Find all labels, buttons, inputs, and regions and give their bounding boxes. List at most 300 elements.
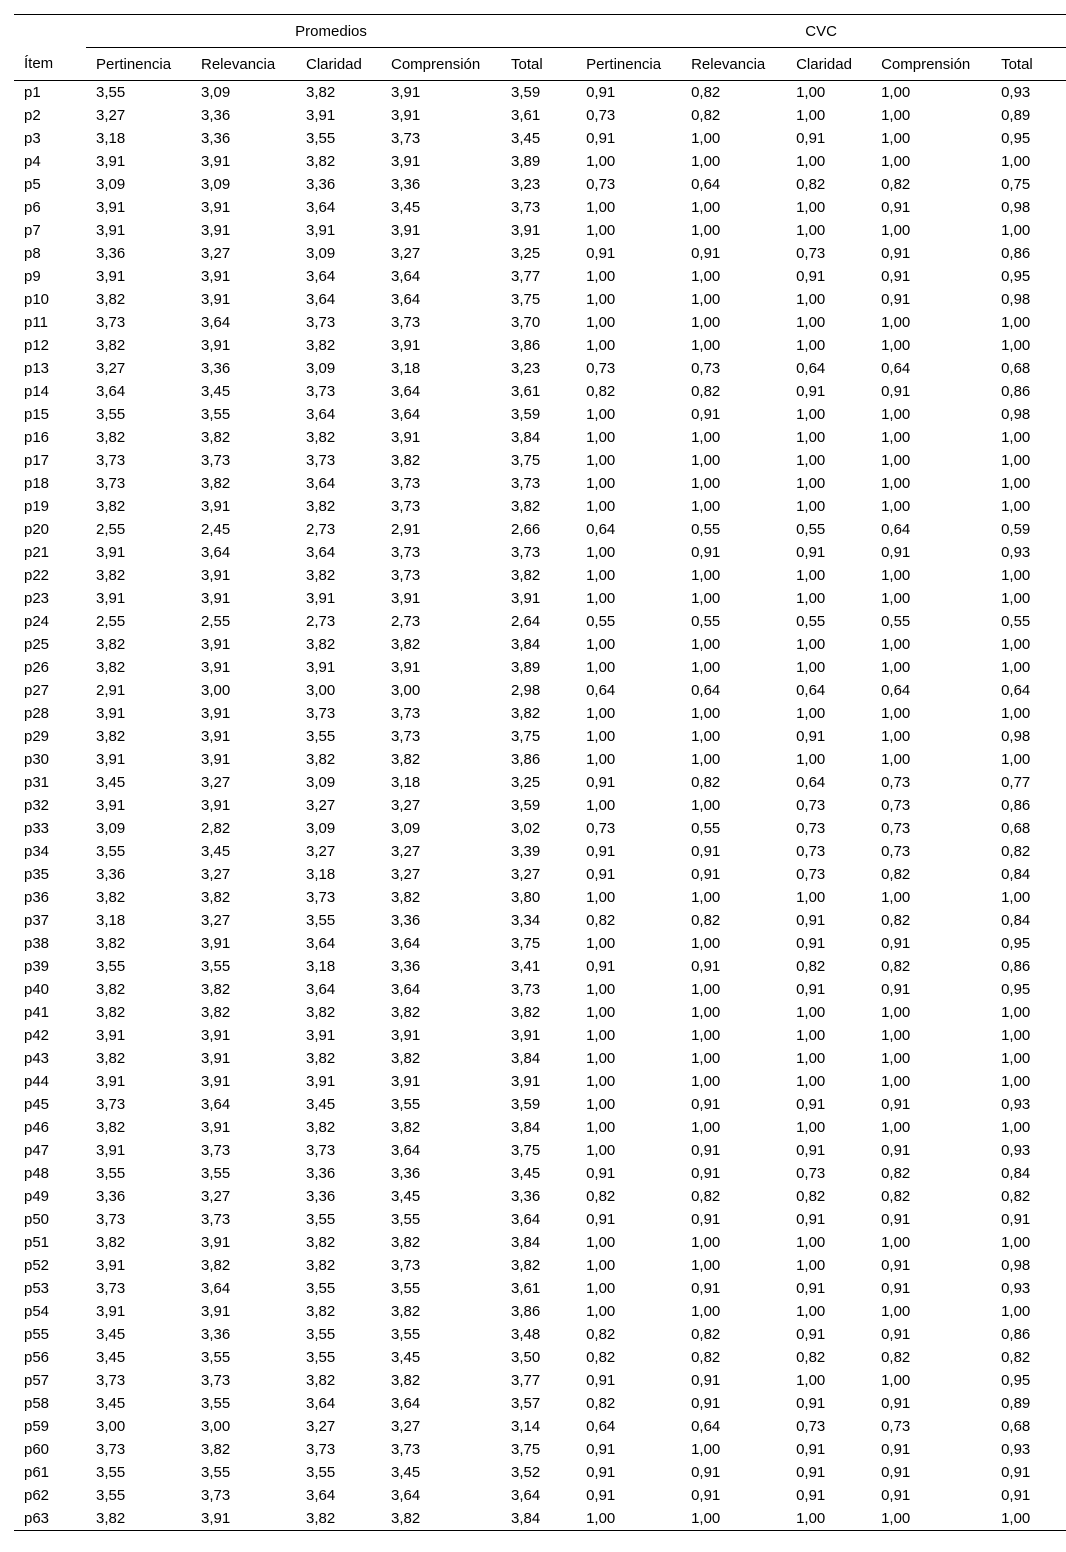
cvc-pertinencia-cell: 0,91 bbox=[586, 866, 616, 883]
cvc-pertinencia-cell: 1,00 bbox=[586, 728, 616, 745]
cvc-total-cell: 0,93 bbox=[1001, 544, 1031, 561]
promedios-comprension-cell: 3,45 bbox=[391, 1349, 421, 1366]
cvc-pertinencia-cell: 1,00 bbox=[586, 1234, 616, 1251]
cvc-claridad-cell: 0,73 bbox=[796, 866, 826, 883]
cvc-pertinencia-cell: 0,82 bbox=[586, 1349, 616, 1366]
cvc-total-cell: 1,00 bbox=[1001, 1073, 1031, 1090]
promedios-pertinencia-cell: 3,73 bbox=[96, 1096, 126, 1113]
cvc-relevancia-cell: 1,00 bbox=[691, 153, 721, 170]
cvc-relevancia-cell: 1,00 bbox=[691, 705, 721, 722]
cvc-total-cell: 0,95 bbox=[1001, 130, 1031, 147]
promedios-relevancia-cell: 3,09 bbox=[201, 176, 231, 193]
results-table bbox=[14, 14, 1066, 1531]
promedios-claridad-cell: 3,73 bbox=[306, 314, 336, 331]
cvc-claridad-cell: 0,91 bbox=[796, 1487, 826, 1504]
promedios-total-cell: 3,41 bbox=[511, 958, 541, 975]
cvc-claridad-cell: 0,73 bbox=[796, 797, 826, 814]
table-row bbox=[14, 541, 1066, 564]
cvc-relevancia-cell: 0,55 bbox=[691, 613, 721, 630]
table-row bbox=[14, 748, 1066, 771]
table-row bbox=[14, 817, 1066, 840]
item-cell: p41 bbox=[24, 1004, 50, 1021]
promedios-relevancia-cell: 3,91 bbox=[201, 1303, 231, 1320]
cvc-pertinencia-cell: 0,73 bbox=[586, 360, 616, 377]
promedios-comprension-cell: 3,27 bbox=[391, 866, 421, 883]
item-cell: p1 bbox=[24, 84, 41, 101]
promedios-relevancia-cell: 3,55 bbox=[201, 1165, 231, 1182]
cvc-claridad-cell: 0,73 bbox=[796, 1418, 826, 1435]
promedios-comprension-cell: 3,73 bbox=[391, 1441, 421, 1458]
cvc-total-cell: 1,00 bbox=[1001, 337, 1031, 354]
promedios-comprension-cell: 3,73 bbox=[391, 498, 421, 515]
cvc-pertinencia-cell: 1,00 bbox=[586, 1257, 616, 1274]
item-cell: p20 bbox=[24, 521, 50, 538]
promedios-comprension-cell: 3,45 bbox=[391, 1188, 421, 1205]
cvc-pertinencia-cell: 1,00 bbox=[586, 1119, 616, 1136]
cvc-total-cell: 0,86 bbox=[1001, 383, 1031, 400]
table-row bbox=[14, 1392, 1066, 1415]
promedios-claridad-cell: 3,91 bbox=[306, 1073, 336, 1090]
cvc-total-cell: 0,77 bbox=[1001, 774, 1031, 791]
item-cell: p43 bbox=[24, 1050, 50, 1067]
promedios-claridad-cell: 3,55 bbox=[306, 912, 336, 929]
promedios-claridad-cell: 3,64 bbox=[306, 268, 336, 285]
cvc-relevancia-cell: 1,00 bbox=[691, 314, 721, 331]
promedios-total-cell: 3,59 bbox=[511, 1096, 541, 1113]
cvc-total-cell: 0,95 bbox=[1001, 935, 1031, 952]
cvc-total-cell: 1,00 bbox=[1001, 636, 1031, 653]
promedios-claridad-cell: 3,82 bbox=[306, 636, 336, 653]
promedios-total-cell: 3,84 bbox=[511, 636, 541, 653]
promedios-comprension-cell: 3,91 bbox=[391, 659, 421, 676]
promedios-pertinencia-cell: 3,82 bbox=[96, 498, 126, 515]
item-cell: p26 bbox=[24, 659, 50, 676]
cvc-pertinencia-cell: 1,00 bbox=[586, 314, 616, 331]
cvc-total-cell: 1,00 bbox=[1001, 1027, 1031, 1044]
promedios-total-cell: 3,61 bbox=[511, 383, 541, 400]
promedios-comprension-cell: 3,73 bbox=[391, 728, 421, 745]
table-row bbox=[14, 311, 1066, 334]
item-cell: p55 bbox=[24, 1326, 50, 1343]
cvc-claridad-cell: 1,00 bbox=[796, 1027, 826, 1044]
cvc-claridad-cell: 0,73 bbox=[796, 245, 826, 262]
promedios-total-cell: 3,86 bbox=[511, 751, 541, 768]
cvc-pertinencia-cell: 1,00 bbox=[586, 590, 616, 607]
cvc-pertinencia-cell: 0,91 bbox=[586, 130, 616, 147]
cvc-total-cell: 0,86 bbox=[1001, 797, 1031, 814]
promedios-comprension-cell: 3,82 bbox=[391, 636, 421, 653]
cvc-total-cell: 0,91 bbox=[1001, 1487, 1031, 1504]
promedios-claridad-cell: 3,45 bbox=[306, 1096, 336, 1113]
cvc-pertinencia-cell: 1,00 bbox=[586, 889, 616, 906]
promedios-pertinencia-cell: 3,91 bbox=[96, 199, 126, 216]
column-header-cvc-relevancia: Relevancia bbox=[691, 55, 766, 73]
promedios-pertinencia-cell: 3,55 bbox=[96, 84, 126, 101]
cvc-relevancia-cell: 0,91 bbox=[691, 1280, 721, 1297]
cvc-comprension-cell: 0,91 bbox=[881, 1441, 911, 1458]
promedios-relevancia-cell: 3,91 bbox=[201, 567, 231, 584]
promedios-comprension-cell: 3,73 bbox=[391, 475, 421, 492]
item-cell: p28 bbox=[24, 705, 50, 722]
cvc-claridad-cell: 1,00 bbox=[796, 452, 826, 469]
cvc-comprension-cell: 1,00 bbox=[881, 1027, 911, 1044]
promedios-pertinencia-cell: 3,73 bbox=[96, 1280, 126, 1297]
promedios-relevancia-cell: 3,09 bbox=[201, 84, 231, 101]
item-cell: p23 bbox=[24, 590, 50, 607]
promedios-pertinencia-cell: 3,73 bbox=[96, 475, 126, 492]
promedios-claridad-cell: 3,55 bbox=[306, 728, 336, 745]
promedios-claridad-cell: 3,73 bbox=[306, 383, 336, 400]
table-row bbox=[14, 1208, 1066, 1231]
promedios-comprension-cell: 3,82 bbox=[391, 1372, 421, 1389]
cvc-claridad-cell: 1,00 bbox=[796, 314, 826, 331]
column-header-cvc-total: Total bbox=[1001, 55, 1033, 73]
promedios-pertinencia-cell: 3,82 bbox=[96, 1234, 126, 1251]
table-row bbox=[14, 150, 1066, 173]
cvc-relevancia-cell: 1,00 bbox=[691, 590, 721, 607]
item-cell: p10 bbox=[24, 291, 50, 308]
promedios-claridad-cell: 3,36 bbox=[306, 1165, 336, 1182]
promedios-pertinencia-cell: 3,82 bbox=[96, 728, 126, 745]
promedios-claridad-cell: 3,09 bbox=[306, 360, 336, 377]
cvc-total-cell: 1,00 bbox=[1001, 498, 1031, 515]
promedios-pertinencia-cell: 3,73 bbox=[96, 1211, 126, 1228]
cvc-pertinencia-cell: 0,91 bbox=[586, 1372, 616, 1389]
item-cell: p18 bbox=[24, 475, 50, 492]
promedios-comprension-cell: 3,36 bbox=[391, 912, 421, 929]
promedios-pertinencia-cell: 3,45 bbox=[96, 1326, 126, 1343]
promedios-relevancia-cell: 3,73 bbox=[201, 1372, 231, 1389]
promedios-total-cell: 2,66 bbox=[511, 521, 541, 538]
cvc-relevancia-cell: 0,91 bbox=[691, 1464, 721, 1481]
cvc-relevancia-cell: 0,91 bbox=[691, 1142, 721, 1159]
promedios-total-cell: 3,64 bbox=[511, 1487, 541, 1504]
item-cell: p34 bbox=[24, 843, 50, 860]
promedios-comprension-cell: 3,82 bbox=[381, 1507, 501, 1531]
cvc-total-cell: 0,98 bbox=[1001, 406, 1031, 423]
cvc-relevancia-cell: 1,00 bbox=[691, 268, 721, 285]
promedios-claridad-cell: 3,55 bbox=[306, 130, 336, 147]
promedios-relevancia-cell: 2,82 bbox=[201, 820, 231, 837]
promedios-relevancia-cell: 3,91 bbox=[201, 659, 231, 676]
cvc-comprension-cell: 0,82 bbox=[881, 1349, 911, 1366]
cvc-comprension-cell: 0,91 bbox=[881, 935, 911, 952]
cvc-comprension-cell: 1,00 bbox=[881, 406, 911, 423]
cvc-relevancia-cell: 1,00 bbox=[691, 498, 721, 515]
promedios-comprension-cell: 3,73 bbox=[391, 130, 421, 147]
cvc-relevancia-cell: 0,91 bbox=[691, 1165, 721, 1182]
promedios-comprension-cell: 3,82 bbox=[391, 452, 421, 469]
item-cell: p35 bbox=[24, 866, 50, 883]
promedios-relevancia-cell: 3,91 bbox=[201, 797, 231, 814]
promedios-claridad-cell: 3,73 bbox=[306, 452, 336, 469]
cvc-claridad-cell: 1,00 bbox=[796, 1303, 826, 1320]
cvc-total-cell: 1,00 bbox=[1001, 429, 1031, 446]
promedios-comprension-cell: 3,82 bbox=[391, 751, 421, 768]
promedios-relevancia-cell: 3,27 bbox=[201, 912, 231, 929]
promedios-relevancia-cell: 3,36 bbox=[201, 1326, 231, 1343]
cvc-claridad-cell: 1,00 bbox=[796, 889, 826, 906]
promedios-relevancia-cell: 3,27 bbox=[201, 1188, 231, 1205]
table-body bbox=[14, 81, 1066, 1531]
cvc-total-cell: 0,82 bbox=[1001, 1349, 1031, 1366]
table-row bbox=[14, 472, 1066, 495]
cvc-claridad-cell: 0,91 bbox=[796, 268, 826, 285]
table-row bbox=[14, 771, 1066, 794]
cvc-comprension-cell: 1,00 bbox=[881, 705, 911, 722]
promedios-pertinencia-cell: 3,55 bbox=[96, 1464, 126, 1481]
cvc-total-cell: 1,00 bbox=[1001, 475, 1031, 492]
promedios-relevancia-cell: 3,91 bbox=[201, 751, 231, 768]
promedios-total-cell: 3,64 bbox=[511, 1211, 541, 1228]
column-header-promedios-claridad: Claridad bbox=[306, 55, 362, 73]
promedios-comprension-cell: 3,91 bbox=[391, 84, 421, 101]
promedios-total-cell: 3,59 bbox=[511, 797, 541, 814]
item-cell: p62 bbox=[24, 1487, 50, 1504]
promedios-total-cell: 2,98 bbox=[511, 682, 541, 699]
cvc-comprension-cell: 1,00 bbox=[881, 1004, 911, 1021]
promedios-total-cell: 3,61 bbox=[511, 1280, 541, 1297]
cvc-comprension-cell: 1,00 bbox=[881, 567, 911, 584]
promedios-total-cell: 3,25 bbox=[511, 774, 541, 791]
item-cell: p30 bbox=[24, 751, 50, 768]
promedios-total-cell: 3,48 bbox=[511, 1326, 541, 1343]
promedios-total-cell: 3,59 bbox=[511, 406, 541, 423]
cvc-relevancia-cell: 0,82 bbox=[691, 912, 721, 929]
table-row bbox=[14, 242, 1066, 265]
cvc-relevancia-cell: 0,64 bbox=[691, 176, 721, 193]
cvc-relevancia-cell: 1,00 bbox=[691, 1050, 721, 1067]
promedios-relevancia-cell: 3,82 bbox=[201, 981, 231, 998]
table-row bbox=[14, 518, 1066, 541]
cvc-comprension-cell: 0,91 bbox=[881, 1142, 911, 1159]
promedios-comprension-cell: 3,09 bbox=[391, 820, 421, 837]
promedios-relevancia-cell: 3,64 bbox=[201, 544, 231, 561]
cvc-pertinencia-cell: 1,00 bbox=[586, 935, 616, 952]
cvc-total-cell: 0,91 bbox=[1001, 1211, 1031, 1228]
cvc-relevancia-cell: 0,91 bbox=[691, 1487, 721, 1504]
table-row bbox=[14, 357, 1066, 380]
promedios-pertinencia-cell: 3,82 bbox=[96, 429, 126, 446]
cvc-relevancia-cell: 1,00 bbox=[691, 1303, 721, 1320]
promedios-comprension-cell: 3,82 bbox=[391, 1050, 421, 1067]
cvc-claridad-cell: 0,91 bbox=[796, 912, 826, 929]
promedios-claridad-cell: 3,55 bbox=[306, 1464, 336, 1481]
item-cell: p33 bbox=[24, 820, 50, 837]
cvc-claridad-cell: 0,91 bbox=[796, 1096, 826, 1113]
promedios-claridad-cell: 3,82 bbox=[296, 1507, 381, 1531]
item-cell: p25 bbox=[24, 636, 50, 653]
promedios-pertinencia-cell: 3,82 bbox=[96, 889, 126, 906]
cvc-claridad-cell: 1,00 bbox=[796, 1004, 826, 1021]
cvc-relevancia-cell: 1,00 bbox=[691, 935, 721, 952]
promedios-total-cell: 3,59 bbox=[511, 84, 541, 101]
cvc-pertinencia-cell: 0,64 bbox=[586, 1418, 616, 1435]
cvc-pertinencia-cell: 1,00 bbox=[586, 337, 616, 354]
table-row bbox=[14, 1024, 1066, 1047]
promedios-comprension-cell: 3,55 bbox=[391, 1280, 421, 1297]
cvc-comprension-cell: 0,73 bbox=[881, 843, 911, 860]
promedios-relevancia-cell: 3,82 bbox=[201, 429, 231, 446]
cvc-pertinencia-cell: 1,00 bbox=[586, 268, 616, 285]
cvc-total-cell: 0,93 bbox=[1001, 1096, 1031, 1113]
promedios-pertinencia-cell: 3,82 bbox=[96, 659, 126, 676]
promedios-comprension-cell: 2,73 bbox=[391, 613, 421, 630]
cvc-relevancia-cell: 1,00 bbox=[691, 636, 721, 653]
promedios-pertinencia-cell: 3,91 bbox=[96, 1027, 126, 1044]
promedios-claridad-cell: 3,64 bbox=[306, 199, 336, 216]
item-cell: p9 bbox=[24, 268, 41, 285]
cvc-pertinencia-cell: 1,00 bbox=[586, 1027, 616, 1044]
cvc-comprension-cell: 1,00 bbox=[881, 498, 911, 515]
item-cell: p58 bbox=[24, 1395, 50, 1412]
promedios-total-cell: 3,84 bbox=[511, 1050, 541, 1067]
cvc-claridad-cell: 0,73 bbox=[796, 820, 826, 837]
promedios-comprension-cell: 3,82 bbox=[391, 889, 421, 906]
cvc-comprension-cell: 0,55 bbox=[881, 613, 911, 630]
promedios-comprension-cell: 3,73 bbox=[391, 544, 421, 561]
cvc-relevancia-cell: 0,82 bbox=[691, 1349, 721, 1366]
column-header-cvc-comprension: Comprensión bbox=[881, 55, 971, 73]
promedios-total-cell: 3,75 bbox=[511, 935, 541, 952]
promedios-pertinencia-cell: 3,55 bbox=[96, 843, 126, 860]
column-header-promedios-comprension: Comprensión bbox=[391, 55, 481, 73]
group-header-row bbox=[14, 15, 1066, 48]
promedios-claridad-cell: 3,55 bbox=[306, 1326, 336, 1343]
cvc-comprension-cell: 0,91 bbox=[881, 1395, 911, 1412]
cvc-comprension-cell: 0,91 bbox=[881, 1257, 911, 1274]
item-cell: p3 bbox=[24, 130, 41, 147]
cvc-relevancia-cell: 1,00 bbox=[691, 567, 721, 584]
promedios-total-cell: 3,45 bbox=[511, 1165, 541, 1182]
cvc-pertinencia-cell: 0,91 bbox=[586, 84, 616, 101]
cvc-relevancia-cell: 1,00 bbox=[691, 130, 721, 147]
cvc-claridad-cell: 0,73 bbox=[796, 843, 826, 860]
cvc-comprension-cell: 1,00 bbox=[881, 1372, 911, 1389]
promedios-relevancia-cell: 3,00 bbox=[201, 682, 231, 699]
cvc-comprension-cell: 0,82 bbox=[881, 1165, 911, 1182]
promedios-pertinencia-cell: 3,73 bbox=[96, 1441, 126, 1458]
promedios-relevancia-cell: 3,73 bbox=[201, 1487, 231, 1504]
promedios-pertinencia-cell: 3,91 bbox=[96, 222, 126, 239]
promedios-total-cell: 3,73 bbox=[511, 544, 541, 561]
promedios-relevancia-cell: 3,91 bbox=[201, 1050, 231, 1067]
promedios-relevancia-cell: 3,55 bbox=[201, 1464, 231, 1481]
cvc-claridad-cell: 1,00 bbox=[796, 475, 826, 492]
item-cell: p47 bbox=[24, 1142, 50, 1159]
promedios-relevancia-cell: 3,82 bbox=[201, 1257, 231, 1274]
promedios-relevancia-cell: 3,91 bbox=[201, 1119, 231, 1136]
promedios-total-cell: 3,73 bbox=[511, 981, 541, 998]
table-row bbox=[14, 127, 1066, 150]
promedios-relevancia-cell: 3,82 bbox=[201, 1004, 231, 1021]
promedios-comprension-cell: 3,64 bbox=[391, 935, 421, 952]
promedios-total-cell: 3,84 bbox=[511, 1119, 541, 1136]
promedios-relevancia-cell: 3,55 bbox=[201, 1395, 231, 1412]
table-row bbox=[14, 1323, 1066, 1346]
cvc-total-cell: 0,68 bbox=[1001, 360, 1031, 377]
cvc-pertinencia-cell: 1,00 bbox=[586, 1004, 616, 1021]
promedios-pertinencia-cell: 3,82 bbox=[96, 567, 126, 584]
group-header-empty bbox=[14, 15, 86, 48]
cvc-relevancia-cell: 0,82 bbox=[691, 84, 721, 101]
promedios-total-cell: 3,91 bbox=[511, 1073, 541, 1090]
cvc-relevancia-cell: 0,91 bbox=[691, 866, 721, 883]
cvc-relevancia-cell: 1,00 bbox=[691, 728, 721, 745]
promedios-claridad-cell: 3,91 bbox=[306, 1027, 336, 1044]
cvc-pertinencia-cell: 1,00 bbox=[586, 544, 616, 561]
table-row bbox=[14, 932, 1066, 955]
promedios-total-cell: 3,82 bbox=[511, 1257, 541, 1274]
cvc-pertinencia-cell: 1,00 bbox=[586, 406, 616, 423]
cvc-relevancia-cell: 1,00 bbox=[691, 1257, 721, 1274]
promedios-total-cell: 3,84 bbox=[511, 1234, 541, 1251]
cvc-total-cell: 0,68 bbox=[1001, 820, 1031, 837]
cvc-pertinencia-cell: 0,73 bbox=[586, 820, 616, 837]
table-row bbox=[14, 288, 1066, 311]
cvc-pertinencia-cell: 1,00 bbox=[586, 1142, 616, 1159]
promedios-relevancia-cell: 3,73 bbox=[201, 1142, 231, 1159]
cvc-pertinencia-cell: 1,00 bbox=[586, 751, 616, 768]
promedios-claridad-cell: 3,64 bbox=[306, 475, 336, 492]
cvc-total-cell: 0,95 bbox=[1001, 1372, 1031, 1389]
promedios-claridad-cell: 3,82 bbox=[306, 153, 336, 170]
promedios-claridad-cell: 3,82 bbox=[306, 337, 336, 354]
promedios-total-cell: 3,84 bbox=[511, 429, 541, 446]
promedios-claridad-cell: 3,82 bbox=[306, 1303, 336, 1320]
table-row bbox=[14, 886, 1066, 909]
cvc-claridad-cell: 1,00 bbox=[796, 1234, 826, 1251]
promedios-pertinencia-cell: 3,91 bbox=[96, 705, 126, 722]
table-row bbox=[14, 1438, 1066, 1461]
cvc-pertinencia-cell: 1,00 bbox=[586, 199, 616, 216]
table-row bbox=[14, 1139, 1066, 1162]
cvc-total-cell: 0,89 bbox=[1001, 1395, 1031, 1412]
cvc-pertinencia-cell: 1,00 bbox=[586, 475, 616, 492]
promedios-comprension-cell: 3,73 bbox=[391, 567, 421, 584]
table-row bbox=[14, 978, 1066, 1001]
promedios-relevancia-cell: 3,91 bbox=[191, 1507, 296, 1531]
cvc-pertinencia-cell: 0,91 bbox=[586, 245, 616, 262]
promedios-relevancia-cell: 3,91 bbox=[201, 199, 231, 216]
promedios-relevancia-cell: 3,91 bbox=[201, 268, 231, 285]
promedios-comprension-cell: 3,45 bbox=[391, 199, 421, 216]
promedios-total-cell: 3,36 bbox=[511, 1188, 541, 1205]
promedios-relevancia-cell: 3,91 bbox=[201, 222, 231, 239]
cvc-comprension-cell: 1,00 bbox=[881, 1119, 911, 1136]
promedios-claridad-cell: 3,82 bbox=[306, 1372, 336, 1389]
table-row bbox=[14, 564, 1066, 587]
column-header-row bbox=[14, 48, 1066, 81]
promedios-claridad-cell: 3,82 bbox=[306, 1119, 336, 1136]
item-cell: p39 bbox=[24, 958, 50, 975]
promedios-claridad-cell: 3,64 bbox=[306, 935, 336, 952]
table-row bbox=[14, 173, 1066, 196]
promedios-pertinencia-cell: 3,82 bbox=[96, 337, 126, 354]
cvc-relevancia-cell: 1,00 bbox=[691, 1004, 721, 1021]
cvc-claridad-cell: 0,91 bbox=[796, 1464, 826, 1481]
cvc-claridad-cell: 0,82 bbox=[796, 176, 826, 193]
column-header-promedios-total: Total bbox=[511, 55, 543, 73]
promedios-claridad-cell: 3,82 bbox=[306, 567, 336, 584]
item-cell: p42 bbox=[24, 1027, 50, 1044]
promedios-total-cell: 3,39 bbox=[511, 843, 541, 860]
cvc-pertinencia-cell: 1,00 bbox=[586, 659, 616, 676]
promedios-comprension-cell: 3,91 bbox=[391, 222, 421, 239]
promedios-total-cell: 3,73 bbox=[511, 475, 541, 492]
promedios-pertinencia-cell: 3,18 bbox=[96, 912, 126, 929]
promedios-total-cell: 3,61 bbox=[511, 107, 541, 124]
